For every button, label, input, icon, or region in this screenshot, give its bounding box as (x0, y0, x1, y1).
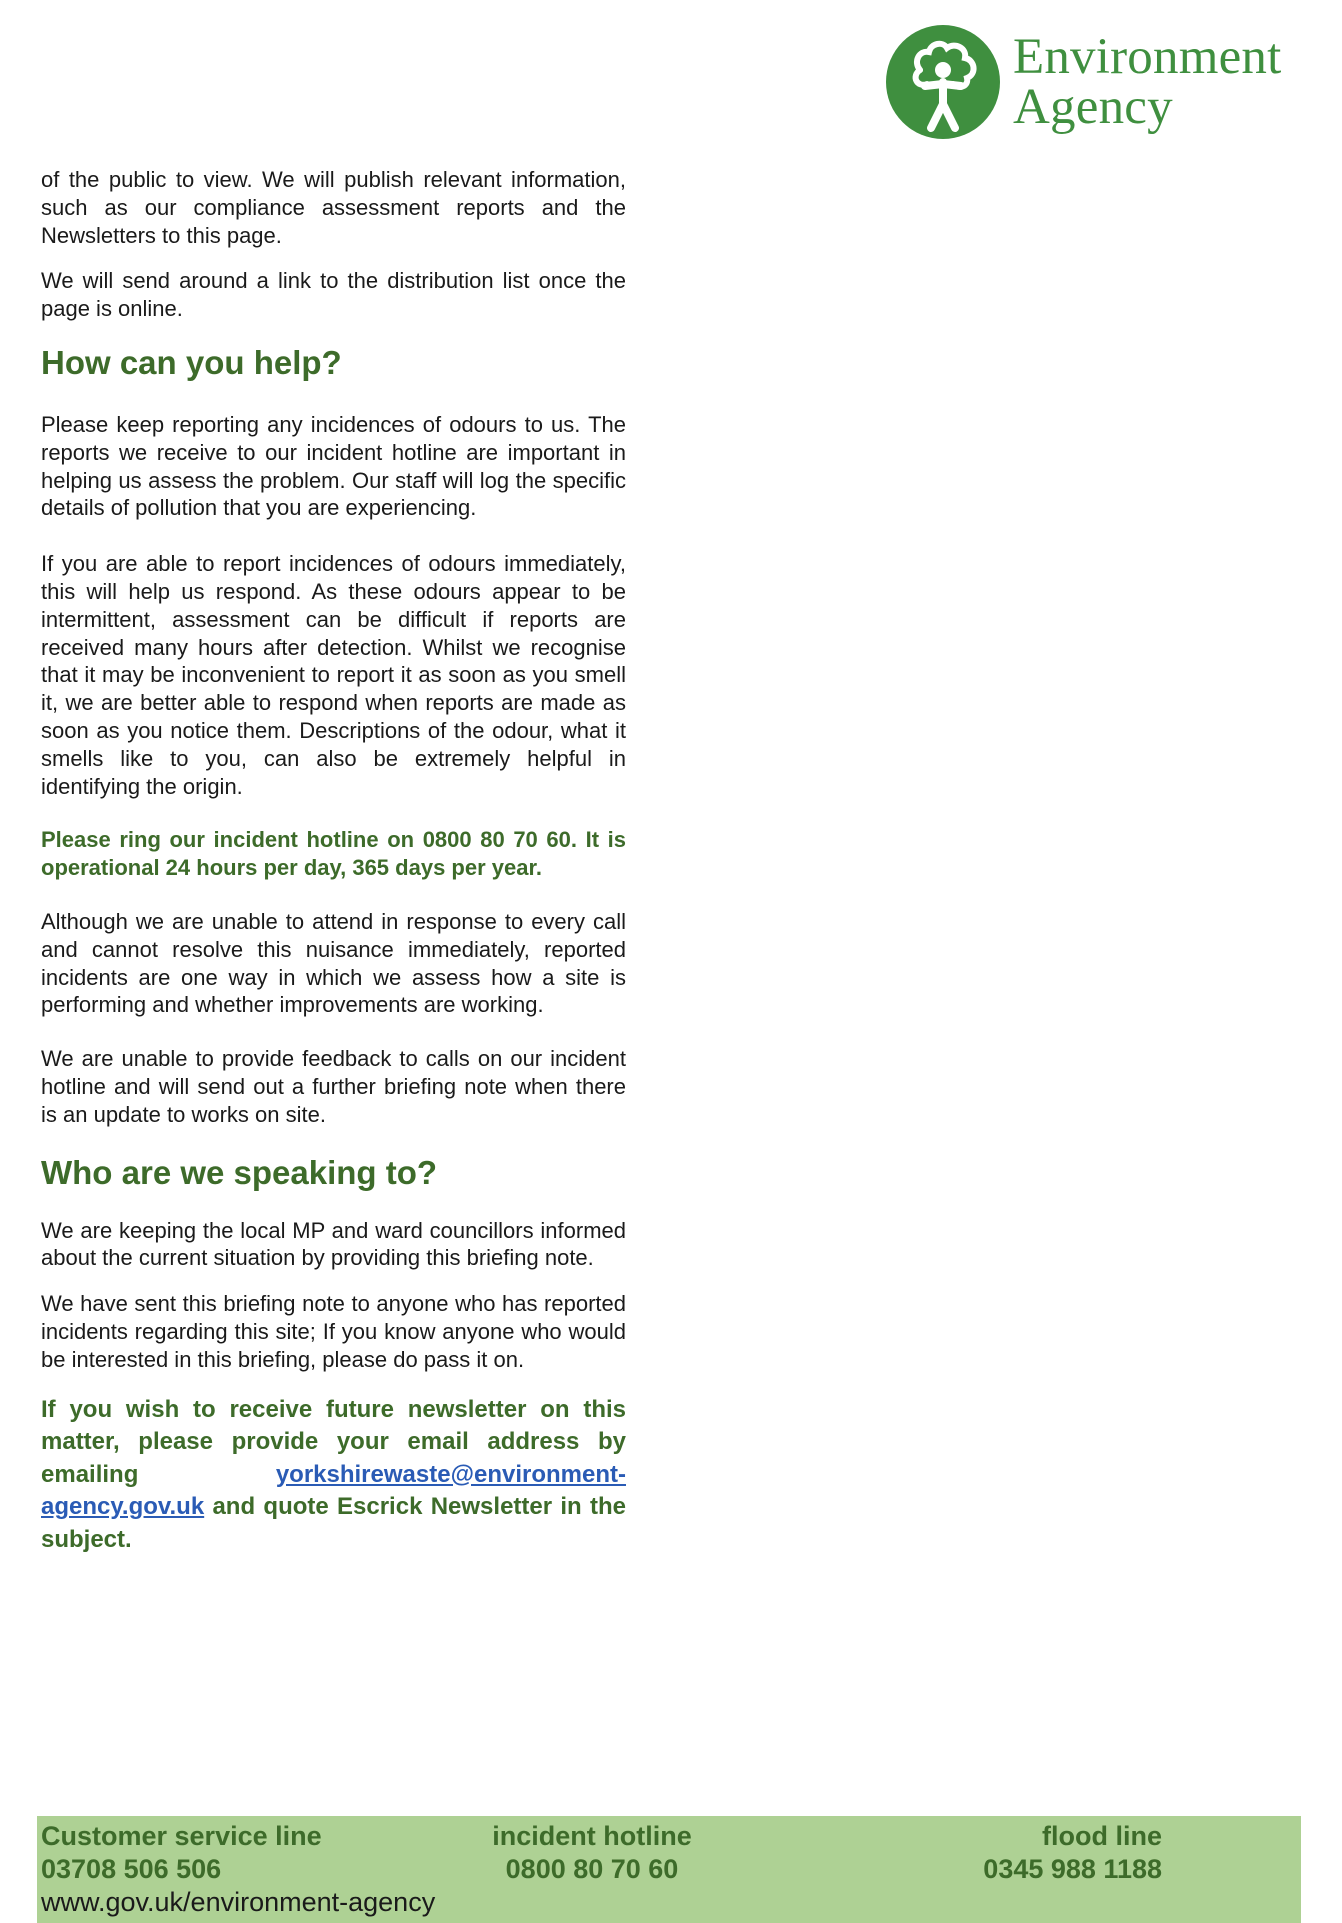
flood-line-number: 0345 988 1188 (983, 1854, 1162, 1884)
tree-figure-logo-icon (885, 24, 1001, 140)
environment-agency-logo (885, 24, 1315, 144)
paragraph-newsletter-signup (41, 1394, 626, 1557)
paragraph-keep-reporting: Please keep reporting any incidences of odours to us. The reports we receive to our incident hotline are important in helping us assess the problem. Our staff will log the specific details of pollution that you are experiencing. (41, 411, 626, 521)
logo-line-agency: Agency (1013, 79, 1173, 135)
incident-hotline-block (477, 1820, 707, 1886)
customer-service-number: 03708 506 506 (41, 1854, 222, 1884)
contact-footer (37, 1816, 1301, 1923)
incident-hotline-label: incident hotline (492, 1821, 692, 1851)
newsletter-text-after: and quote Escrick Newsletter in the subject. (41, 1493, 626, 1553)
paragraph-hotline-notice: Please ring our incident hotline on 0800 80 70 60. It is operational 24 hours per day, 365 days per year. (41, 827, 626, 881)
email-link[interactable]: yorkshirewaste@environment-agency.gov.uk (41, 1460, 626, 1520)
incident-hotline-number: 0800 80 70 60 (505, 1854, 679, 1884)
paragraph-unable-to-attend: Although we are unable to attend in response to every call and cannot resolve this nuisance immediately, reported incidents are one way in which we assess how a site is performing and whether improvements are working. (41, 908, 626, 1018)
paragraph-distribution-link: We will send around a link to the distribution list once the page is online. (41, 268, 626, 322)
website-url[interactable]: www.gov.uk/environment-agency (41, 1887, 436, 1917)
newsletter-text-before: If you wish to receive future newsletter on this matter, please provide your email address by emailing (41, 1395, 626, 1488)
paragraph-mp-councillors: We are keeping the local MP and ward councillors informed about the current situation by providing this briefing note. (41, 1217, 626, 1271)
heading-who-are-we-speaking-to: Who are we speaking to? (41, 1153, 438, 1191)
customer-service-label: Customer service line (41, 1821, 322, 1851)
paragraph-publish-info: of the public to view. We will publish relevant information, such as our compliance assessment reports and the Newsletters to this page. (41, 167, 626, 248)
main-column (41, 166, 626, 1556)
logo-line-environment: Environment (1013, 29, 1282, 85)
customer-service-block (41, 1820, 322, 1886)
flood-line-block (877, 1820, 1162, 1886)
heading-how-can-you-help: How can you help? (41, 343, 342, 381)
flood-line-label: flood line (1042, 1821, 1162, 1851)
paragraph-pass-it-on: We have sent this briefing note to anyone who has reported incidents regarding this site; If you know anyone who would be interested in this briefing, please do pass it on. (41, 1291, 626, 1372)
logo-wordmark (1013, 29, 1282, 135)
paragraph-report-immediately: If you are able to report incidences of odours immediately, this will help us respond. As these odours appear to be intermittent, assessment can be difficult if reports are received many hours after detection. Whilst we recognise that it may be inconvenient to report it as soon as you smell it, we are better able to respond when reports are made as soon as you notice them. Descriptions of the odour, what it smells like to you, can also be extremely helpful in identifying the origin. (41, 551, 626, 799)
paragraph-no-feedback: We are unable to provide feedback to calls on our incident hotline and will send out a further briefing note when there is an update to works on site. (41, 1046, 626, 1127)
